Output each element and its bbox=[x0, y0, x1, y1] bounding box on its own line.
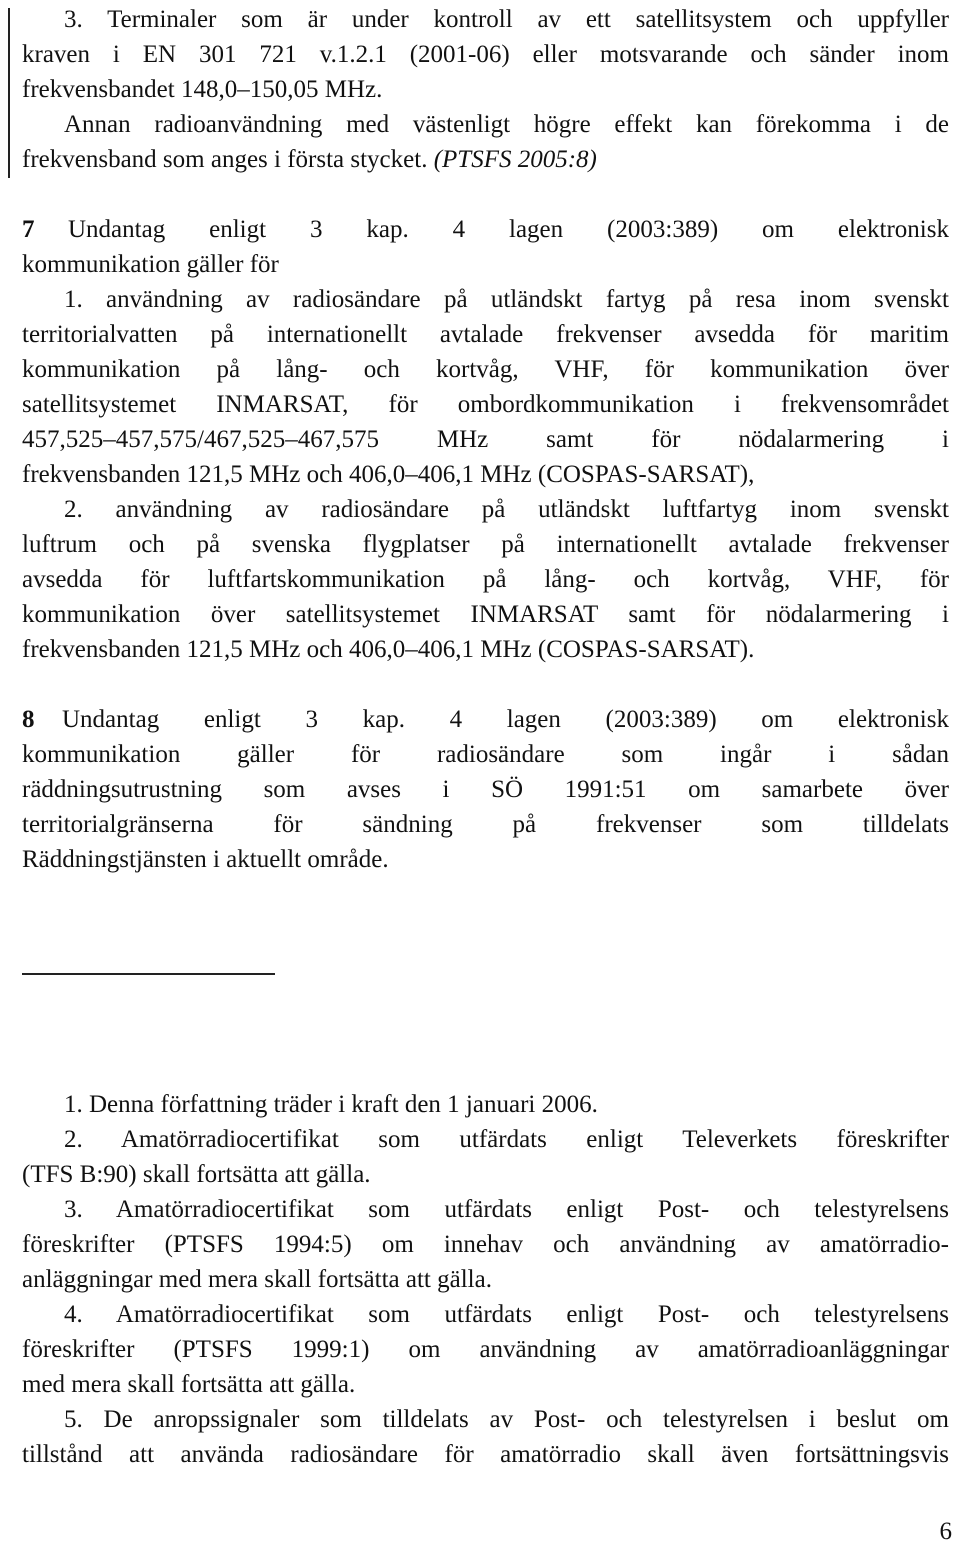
footnote-line: (TFS B:90) skall fortsätta att gälla. bbox=[22, 1161, 371, 1188]
text-line bbox=[22, 142, 949, 177]
footnote-line: 3. Amatörradiocertifikat som utfärdats enligt Post- och telestyrelsens bbox=[64, 1196, 949, 1223]
text-line: kommunikation gäller för radiosändare som ingår i sådan bbox=[22, 741, 949, 768]
section-number: 8 bbox=[22, 706, 35, 733]
footnote-line: anläggningar med mera skall fortsätta att gälla. bbox=[22, 1266, 492, 1293]
text-line: territorialgränserna för sändning på frekvenser som tilldelats bbox=[22, 811, 949, 838]
section-heading bbox=[22, 702, 949, 737]
footnote-line: föreskrifter (PTSFS 1994:5) om innehav och användning av amatörradio- bbox=[22, 1231, 949, 1258]
section-text: Undantag enligt 3 kap. 4 lagen (2003:389) om elektronisk bbox=[68, 216, 949, 243]
text-line: 457,525–457,575/467,525–467,575 MHz samt för nödalarmering i bbox=[22, 426, 949, 453]
text-span: frekvensband som anges i första stycket. bbox=[22, 146, 434, 173]
footnote-line: med mera skall fortsätta att gälla. bbox=[22, 1371, 356, 1398]
section-heading bbox=[22, 212, 949, 247]
text-line: kraven i EN 301 721 v.1.2.1 (2001-06) eller motsvarande och sänder inom bbox=[22, 41, 949, 68]
text-line: frekvensbanden 121,5 MHz och 406,0–406,1 MHz (COSPAS-SARSAT), bbox=[22, 461, 755, 488]
reference-citation: (PTSFS 2005:8) bbox=[433, 146, 597, 173]
change-bar bbox=[8, 8, 10, 178]
footnote-line: 4. Amatörradiocertifikat som utfärdats enligt Post- och telestyrelsens bbox=[64, 1301, 949, 1328]
page-number: 6 bbox=[939, 1518, 952, 1545]
text-line: satellitsystemet INMARSAT, för ombordkommunikation i frekvensområdet bbox=[22, 391, 949, 418]
text-line: 3. Terminaler som är under kontroll av ett satellitsystem och uppfyller bbox=[64, 6, 949, 33]
text-line: frekvensbandet 148,0–150,05 MHz. bbox=[22, 76, 383, 103]
text-line: territorialvatten på internationellt avtalade frekvenser avsedda för maritim bbox=[22, 321, 949, 348]
text-line: luftrum och på svenska flygplatser på internationellt avtalade frekvenser bbox=[22, 531, 949, 558]
text-line: Räddningstjänsten i aktuellt område. bbox=[22, 846, 389, 873]
footnote-line: 2. Amatörradiocertifikat som utfärdats enligt Televerkets föreskrifter bbox=[64, 1126, 949, 1153]
section-text: Undantag enligt 3 kap. 4 lagen (2003:389) om elektronisk bbox=[62, 706, 949, 733]
footnote-line: 1. Denna författning träder i kraft den 1 januari 2006. bbox=[64, 1091, 598, 1118]
footnote-separator bbox=[22, 973, 275, 975]
footnote-line: föreskrifter (PTSFS 1999:1) om användning av amatörradioanläggningar bbox=[22, 1336, 949, 1363]
text-line: 2. användning av radiosändare på utländskt luftfartyg inom svenskt bbox=[64, 496, 949, 523]
text-line: 1. användning av radiosändare på utländskt fartyg på resa inom svenskt bbox=[64, 286, 949, 313]
text-line: kommunikation över satellitsystemet INMARSAT samt för nödalarmering i bbox=[22, 601, 949, 628]
footnote-line: 5. De anropssignaler som tilldelats av Post- och telestyrelsen i beslut om bbox=[64, 1406, 949, 1433]
text-line: kommunikation gäller för bbox=[22, 251, 279, 278]
text-line: Annan radioanvändning med västenligt högre effekt kan förekomma i de bbox=[64, 111, 949, 138]
text-line: kommunikation på lång- och kortvåg, VHF, för kommunikation över bbox=[22, 356, 949, 383]
footnote-line: tillstånd att använda radiosändare för amatörradio skall även fortsättningsvis bbox=[22, 1441, 949, 1468]
text-line: frekvensbanden 121,5 MHz och 406,0–406,1 MHz (COSPAS-SARSAT). bbox=[22, 636, 755, 663]
text-line: räddningsutrustning som avses i SÖ 1991:51 om samarbete över bbox=[22, 776, 949, 803]
text-line: avsedda för luftfartskommunikation på lång- och kortvåg, VHF, för bbox=[22, 566, 949, 593]
section-number: 7 bbox=[22, 216, 35, 243]
